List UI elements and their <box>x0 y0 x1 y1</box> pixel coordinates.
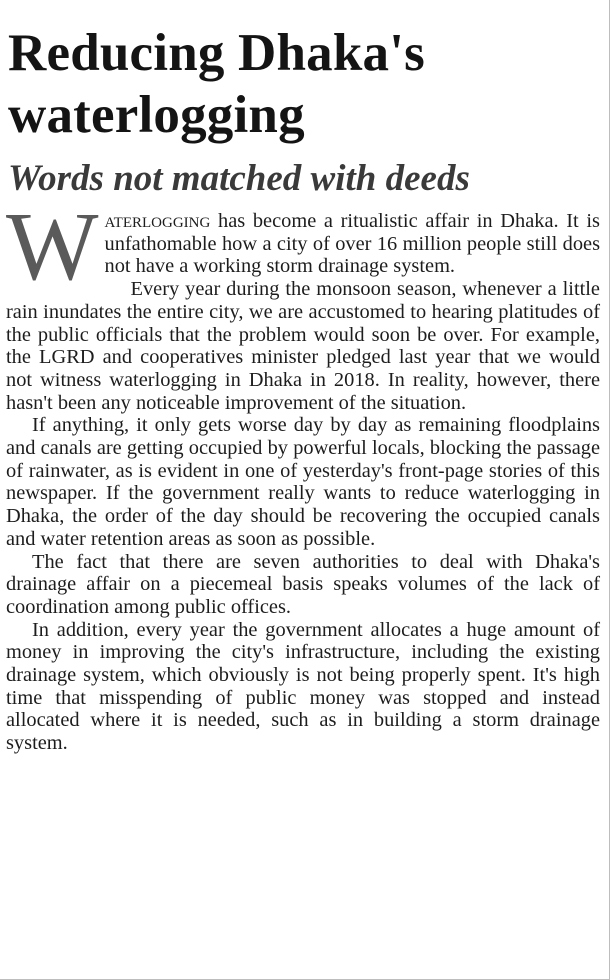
drop-cap: W <box>6 193 99 301</box>
article-paragraph-4: The fact that there are seven authorities to deal with Dhaka's drainage affair on a piecemeal basis speaks volumes of the lack of coordination among public offices. <box>6 550 600 618</box>
article-subheadline: Words not matched with deeds <box>8 158 470 199</box>
article-headline: Reducing Dhaka's waterlogging <box>8 24 426 144</box>
lead-in-caps: aterlogging <box>104 207 211 232</box>
article-paragraph-3: If anything, it only gets worse day by day as remaining floodplains and canals are getting occupied by powerful locals, blocking the passage of rainwater, as is evident in one of yesterday's front-page stories of this newspaper. If the government really wants to reduce waterlogging in Dhaka, the order of the day should be recovering the occupied canals and water retention areas as soon as possible. <box>6 414 600 550</box>
article-paragraph-2: Every year during the monsoon season, whenever a little rain inundates the entire city, we are accustomed to hearing platitudes of the public officials that the problem would soon be over. For example, the LGRD and cooperatives minister pledged last year that we would not witness waterlogging in Dhaka in 2018. In reality, however, there hasn't been any noticeable improvement of the situation. <box>6 278 600 414</box>
article-body <box>6 193 600 755</box>
article-paragraph-5: In addition, every year the government allocates a huge amount of money in improving the city's infrastructure, including the existing drainage system, which obviously is not being properly spent. It's high time that misspending of public money was stopped and instead allocated where it is needed, such as in building a storm drainage system. <box>6 618 600 755</box>
article-paragraph-1 <box>6 193 600 301</box>
paragraph-1-text: has become a ritualistic affair in Dhaka. It is unfathomable how a city of over 16 million people still does not have a working storm drainage system. <box>104 210 600 278</box>
